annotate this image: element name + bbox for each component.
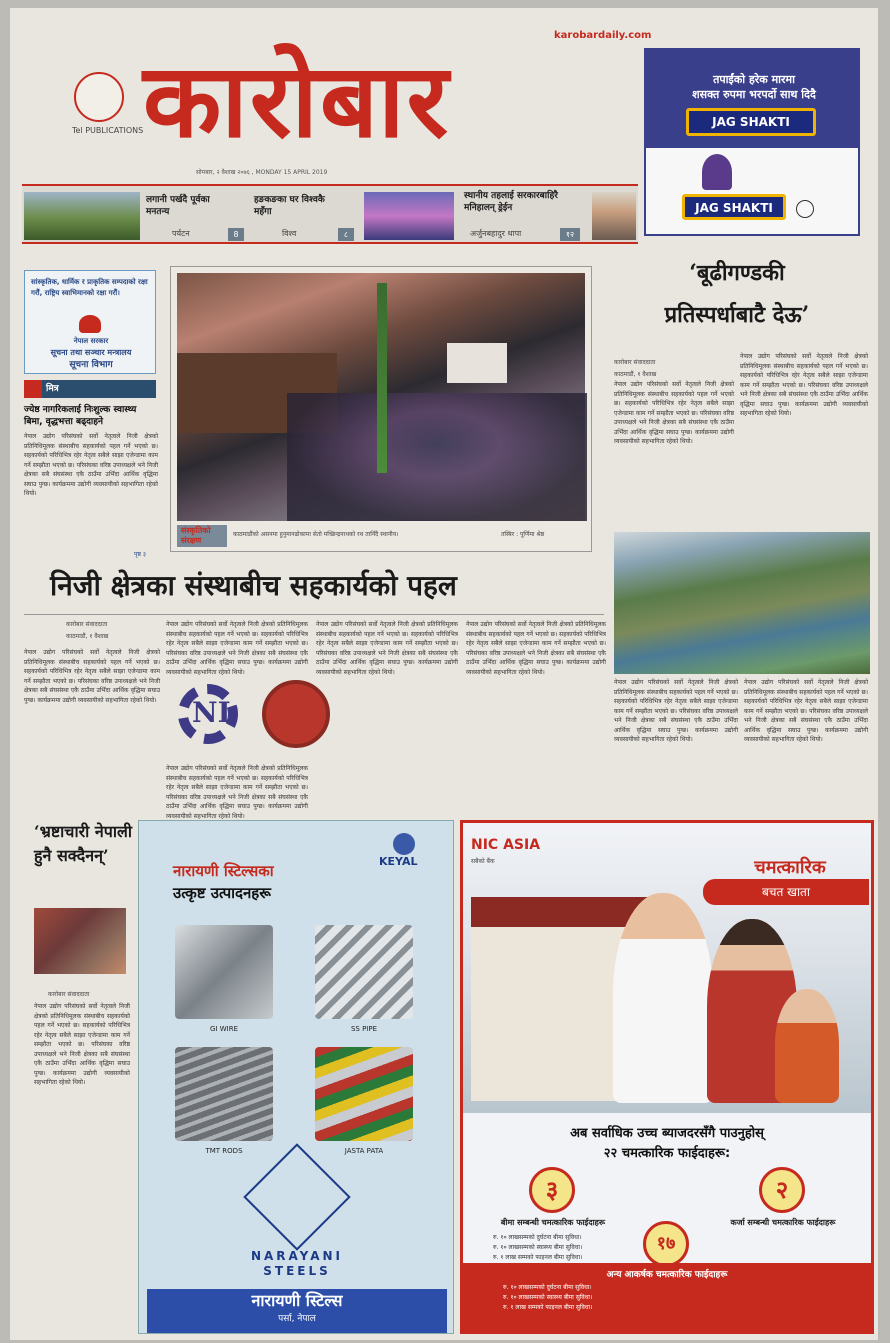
benefit-count: ३: [529, 1167, 575, 1213]
quote-story-byline: कारोबार संवाददाता: [48, 991, 90, 998]
site-url: karobardaily.com: [554, 30, 652, 41]
ad-title: चमत्कारिक: [754, 857, 826, 878]
benefit-count: १७: [643, 1221, 689, 1267]
right-story-place: काठमाडौं, १ वैशाख: [614, 371, 657, 378]
narayani-logo-icon: [243, 1143, 350, 1250]
certification-icon: [796, 200, 814, 218]
notice-org1: नेपाल सरकार: [73, 337, 109, 345]
masthead-title: कारोबार: [143, 41, 451, 161]
teaser-bar: [22, 184, 638, 244]
ad-offer: २२ चमत्कारिक फाईदाहरू:: [603, 1146, 731, 1161]
partner-name: KEYAL: [379, 855, 418, 868]
benefit-bullet: रु. १० लाखसम्मको दुर्घटना बीमा सुविधा।: [493, 1234, 582, 1241]
benefit-label: कर्जा सम्बन्धी चमत्कारिक फाईदाहरू: [730, 1218, 836, 1227]
teaser-title[interactable]: लगानी पर्खदै पूर्वका मनतन्य: [146, 195, 210, 217]
ad-footer-bar: [147, 1289, 447, 1333]
benefit-count: २: [759, 1167, 805, 1213]
ad-brand: [139, 1249, 455, 1279]
section-tag: [24, 380, 156, 398]
left-story-headline[interactable]: ज्येष्ठ नागरिकलाई निःशुल्क स्वास्थ्य बिमा, वृद्धभत्ता बढ्दाहने: [24, 405, 137, 427]
person-child: [775, 989, 839, 1103]
photo-feature: [170, 266, 592, 552]
photo-credit: तस्बिर : पूर्णिमा श्रेष्ठ: [501, 531, 545, 538]
continued-page[interactable]: पृष्ठ ३: [134, 551, 146, 558]
ad-brand-logo: JAG SHAKTI: [682, 194, 786, 220]
ad-subtitle: उत्कृष्ट उत्पादनहरू: [173, 884, 271, 902]
newspaper-page: [10, 8, 878, 1340]
section-tag-label: मित्र: [46, 384, 59, 394]
headline-divider: [24, 614, 604, 615]
nepal-emblem-icon: [79, 315, 101, 333]
river-photo: [614, 532, 870, 674]
benefit-bullet: रु. १ लाख सम्मको फाइनल बीमा सुविधा।: [493, 1254, 583, 1261]
main-headline[interactable]: निजी क्षेत्रका संस्थाबीच सहकार्यको पहल: [50, 569, 457, 602]
ad-line2: शसक्त रुपमा भरपर्दो साथ दिदै: [692, 88, 816, 101]
right-headline-line1: ‘बूढीगण्डकी: [689, 260, 785, 286]
photo-temple: [447, 343, 507, 383]
ad-bottom-band: [463, 1263, 871, 1331]
benefit-bullet: रु. १० लाखसम्मको स्वास्थ्य बीमा सुविधा।: [503, 1294, 593, 1301]
teaser-title[interactable]: स्थानीय तहलाई सरकारबाहिरै मनिहालन् ड्रेईन: [464, 191, 558, 213]
right-story-headline[interactable]: [606, 252, 868, 336]
main-story-body: नेपाल उद्योग परिसंघको सर्वो नेतृत्वले निजी क्षेत्रको प्रतिनिधिमूलक संस्थाबीच सहकार्यको पहल गर्ने भएको छ। सहकार्यको परिधिभित्र रहेर नेतृत्व सबैले साझा एजेन्डामा काम गर्ने सम्झौता भएको छ। परिसंघका वरिष्ठ उपाध्यक्षले भने निजी क्षेत्रका सबै संघसंस्था एकै ठाउँमा उभिँदा आर्थिक वृद्धिमा सघाउ पुग्छ। कार्यक्रममा उद्योगी व्यवसायीको सहभागिता रहेको थियो।: [466, 621, 606, 676]
teaser-image-city: [364, 192, 454, 240]
right-story-body: नेपाल उद्योग परिसंघको सर्वो नेतृत्वले निजी क्षेत्रको प्रतिनिधिमूलक संस्थाबीच सहकार्यको पहल गर्ने भएको छ। सहकार्यको परिधिभित्र रहेर नेतृत्व सबैले साझा एजेन्डामा काम गर्ने सम्झौता भएको छ। परिसंघका वरिष्ठ उपाध्यक्षले भने निजी क्षेत्रका सबै संघसंस्था एकै ठाउँमा उभिँदा आर्थिक वृद्धिमा सघाउ पुग्छ। कार्यक्रममा उद्योगी व्यवसायीको सहभागिता रहेको थियो।: [614, 679, 738, 743]
teaser-image-portrait: [592, 192, 636, 240]
teaser-page: 8: [228, 228, 244, 241]
ad-line1: तपाईंको हरेक मारमा: [713, 73, 795, 86]
ad-band: [646, 50, 858, 148]
cni-logo-text: NI: [192, 696, 231, 729]
festival-photo: [177, 273, 585, 521]
right-headline-line2: प्रतिस्पर्धाबाटै देऊ’: [664, 302, 810, 328]
jasta-pata-image: [315, 1047, 413, 1141]
benefit-bullet: रु. १ लाख सम्मको फाइनल बीमा सुविधा।: [503, 1304, 593, 1311]
main-story-body: नेपाल उद्योग परिसंघको सर्वो नेतृत्वले निजी क्षेत्रको प्रतिनिधिमूलक संस्थाबीच सहकार्यको पहल गर्ने भएको छ। सहकार्यको परिधिभित्र रहेर नेतृत्व सबैले साझा एजेन्डामा काम गर्ने सम्झौता भएको छ। परिसंघका वरिष्ठ उपाध्यक्षले भने निजी क्षेत्रका सबै संघसंस्था एकै ठाउँमा उभिँदा आर्थिक वृद्धिमा सघाउ पुग्छ। कार्यक्रममा उद्योगी व्यवसायीको सहभागिता रहेको थियो।: [166, 621, 308, 676]
ad-brand-line1: NARAYANI: [250, 1249, 344, 1263]
main-story-body: नेपाल उद्योग परिसंघको सर्वो नेतृत्वले निजी क्षेत्रको प्रतिनिधिमूलक संस्थाबीच सहकार्यको पहल गर्ने भएको छ। सहकार्यको परिधिभित्र रहेर नेतृत्व सबैले साझा एजेन्डामा काम गर्ने सम्झौता भएको छ। परिसंघका वरिष्ठ उपाध्यक्षले भने निजी क्षेत्रका सबै संघसंस्था एकै ठाउँमा उभिँदा आर्थिक वृद्धिमा सघाउ पुग्छ। कार्यक्रममा उद्योगी व्यवसायीको सहभागिता रहेको थियो।: [316, 621, 458, 676]
teaser-tag: विश्व: [282, 229, 297, 238]
product-label: TMT RODS: [205, 1147, 243, 1155]
search-icon: [24, 380, 42, 398]
ad-subtitle: बचत खाता: [703, 879, 869, 905]
ad-bottom-title: अन्य आकर्षक चमत्कारिक फाईदाहरू: [606, 1270, 728, 1280]
main-story-body: नेपाल उद्योग परिसंघको सर्वो नेतृत्वले निजी क्षेत्रको प्रतिनिधिमूलक संस्थाबीच सहकार्यको पहल गर्ने भएको छ। सहकार्यको परिधिभित्र रहेर नेतृत्व सबैले साझा एजेन्डामा काम गर्ने सम्झौता भएको छ। परिसंघका वरिष्ठ उपाध्यक्षले भने निजी क्षेत्रका सबै संघसंस्था एकै ठाउँमा उभिँदा आर्थिक वृद्धिमा सघाउ पुग्छ। कार्यक्रममा उद्योगी व्यवसायीको सहभागिता रहेको थियो।: [166, 765, 308, 820]
ad-mascot-icon: [702, 154, 732, 190]
bank-tagline: सबैको बैंक: [471, 858, 495, 865]
teaser-page: १२: [560, 228, 580, 241]
government-notice: [24, 270, 156, 374]
product-label: GI WIRE: [210, 1025, 238, 1033]
teaser-title[interactable]: हङकङका घर विश्वकै महँगा: [254, 195, 325, 217]
ad-footer-place: पर्सा, नेपाल: [278, 1314, 316, 1324]
benefit-bullet: रु. १० लाखसम्मको स्वास्थ्य बीमा सुविधा।: [493, 1244, 583, 1251]
teaser-image-landscape: [24, 192, 140, 240]
publisher-name: Tel PUBLICATIONS: [72, 126, 144, 135]
right-story-body: नेपाल उद्योग परिसंघको सर्वो नेतृत्वले निजी क्षेत्रको प्रतिनिधिमूलक संस्थाबीच सहकार्यको पहल गर्ने भएको छ। सहकार्यको परिधिभित्र रहेर नेतृत्व सबैले साझा एजेन्डामा काम गर्ने सम्झौता भएको छ। परिसंघका वरिष्ठ उपाध्यक्षले भने निजी क्षेत्रका सबै संघसंस्था एकै ठाउँमा उभिँदा आर्थिक वृद्धिमा सघाउ पुग्छ। कार्यक्रममा उद्योगी व्यवसायीको सहभागिता रहेको थियो।: [744, 679, 868, 743]
narayani-steels-ad: [138, 820, 454, 1334]
notice-org3: सूचना विभाग: [69, 360, 113, 370]
quote-story-photo: [34, 908, 126, 974]
person-man: [613, 893, 713, 1103]
publisher-logo: [74, 72, 124, 122]
ad-brand-line2: STEELS: [263, 1264, 331, 1278]
product-label: SS PIPE: [350, 1025, 378, 1033]
notice-org2: सूचना तथा सञ्चार मन्त्रालय: [50, 348, 132, 357]
notice-org: [31, 335, 151, 371]
ad-offer: अब सर्वाधिक उच्च ब्याजदरसँगै पाउनुहोस्: [570, 1126, 764, 1141]
ss-pipe-image: [315, 925, 413, 1019]
photo-chariot: [377, 283, 387, 473]
teaser-page: ८: [338, 228, 354, 241]
bank-logo: NIC ASIA: [471, 837, 541, 853]
right-story-byline: कारोबार संवाददाता: [614, 359, 656, 366]
notice-text: सांस्कृतिक, धार्मिक र प्राकृतिक सम्पदाको रक्षा गरौं, राष्ट्रिय स्वाभिमानको रक्षा गरौं।: [31, 278, 148, 297]
ad-hero: [463, 823, 871, 1113]
jag-shakti-ad: [644, 48, 860, 236]
issue-date: सोमबार, २ वैशाख २०७६ , MONDAY 15 APRIL 2019: [196, 169, 328, 176]
left-story-body: नेपाल उद्योग परिसंघको सर्वो नेतृत्वले निजी क्षेत्रको प्रतिनिधिमूलक संस्थाबीच सहकार्यको पहल गर्ने भएको छ। सहकार्यको परिधिभित्र रहेर नेतृत्व सबैले साझा एजेन्डामा काम गर्ने सम्झौता भएको छ। परिसंघका वरिष्ठ उपाध्यक्षले भने निजी क्षेत्रका सबै संघसंस्था एकै ठाउँमा उभिँदा आर्थिक वृद्धिमा सघाउ पुग्छ। कार्यक्रममा उद्योगी व्यवसायीको सहभागिता रहेको थियो।: [24, 433, 158, 497]
tmt-rods-image: [175, 1047, 273, 1141]
photo-crowd: [287, 393, 587, 521]
benefit-label: बीमा सम्बन्धी चमत्कारिक फाईदाहरू: [500, 1218, 606, 1227]
product-label: JASTA PATA: [344, 1147, 384, 1155]
ad-title: नारायणी स्टिल्सका: [173, 862, 274, 880]
keyal-logo-icon: [393, 833, 415, 855]
quote-story-body: नेपाल उद्योग परिसंघको सर्वो नेतृत्वले निजी क्षेत्रको प्रतिनिधिमूलक संस्थाबीच सहकार्यको पहल गर्ने भएको छ। सहकार्यको परिधिभित्र रहेर नेतृत्व सबैले साझा एजेन्डामा काम गर्ने सम्झौता भएको छ। परिसंघका वरिष्ठ उपाध्यक्षले भने निजी क्षेत्रका सबै संघसंस्था एकै ठाउँमा उभिँदा आर्थिक वृद्धिमा सघाउ पुग्छ। कार्यक्रममा उद्योगी व्यवसायीको सहभागिता रहेको थियो।: [34, 1003, 130, 1086]
main-story-body: नेपाल उद्योग परिसंघको सर्वो नेतृत्वले निजी क्षेत्रको प्रतिनिधिमूलक संस्थाबीच सहकार्यको पहल गर्ने भएको छ। सहकार्यको परिधिभित्र रहेर नेतृत्व सबैले साझा एजेन्डामा काम गर्ने सम्झौता भएको छ। परिसंघका वरिष्ठ उपाध्यक्षले भने निजी क्षेत्रका सबै संघसंस्था एकै ठाउँमा उभिँदा आर्थिक वृद्धिमा सघाउ पुग्छ। कार्यक्रममा उद्योगी व्यवसायीको सहभागिता रहेको थियो।: [24, 649, 160, 704]
photo-caption: काठमाडौंको असनमा हुनुमानढोकामा सेतो मच्छिन्द्रनाथको रथ तानिँदै स्थानीय।: [233, 531, 399, 538]
ad-footer-title: नारायणी स्टिल्स: [251, 1291, 343, 1310]
gi-wire-image: [175, 925, 273, 1019]
right-story-body: नेपाल उद्योग परिसंघको सर्वो नेतृत्वले निजी क्षेत्रको प्रतिनिधिमूलक संस्थाबीच सहकार्यको पहल गर्ने भएको छ। सहकार्यको परिधिभित्र रहेर नेतृत्व सबैले साझा एजेन्डामा काम गर्ने सम्झौता भएको छ। परिसंघका वरिष्ठ उपाध्यक्षले भने निजी क्षेत्रका सबै संघसंस्था एकै ठाउँमा उभिँदा आर्थिक वृद्धिमा सघाउ पुग्छ। कार्यक्रममा उद्योगी व्यवसायीको सहभागिता रहेको थियो।: [614, 381, 734, 445]
main-story-byline: कारोबार संवाददाता: [66, 621, 108, 628]
teaser-tag: पर्यटन: [172, 229, 190, 238]
photo-tag: संस्कृतिको संरक्षण: [177, 525, 227, 547]
main-story-place: काठमाडौं, १ वैशाख: [66, 633, 109, 640]
right-story-body: नेपाल उद्योग परिसंघको सर्वो नेतृत्वले निजी क्षेत्रको प्रतिनिधिमूलक संस्थाबीच सहकार्यको पहल गर्ने भएको छ। सहकार्यको परिधिभित्र रहेर नेतृत्व सबैले साझा एजेन्डामा काम गर्ने सम्झौता भएको छ। परिसंघका वरिष्ठ उपाध्यक्षले भने निजी क्षेत्रका सबै संघसंस्था एकै ठाउँमा उभिँदा आर्थिक वृद्धिमा सघाउ पुग्छ। कार्यक्रममा उद्योगी व्यवसायीको सहभागिता रहेको थियो।: [740, 353, 868, 417]
nic-asia-ad: [460, 820, 874, 1334]
teaser-tag: अर्जुनबहादुर थापा: [470, 229, 522, 238]
benefit-bullet: रु. १० लाखसम्मको दुर्घटना बीमा सुविधा।: [503, 1284, 592, 1291]
ad-brand-badge: JAG SHAKTI: [686, 108, 816, 136]
quote-story-headline[interactable]: ‘भ्रष्टाचारी नेपाली हुनै सक्दैनन्’: [34, 822, 132, 865]
